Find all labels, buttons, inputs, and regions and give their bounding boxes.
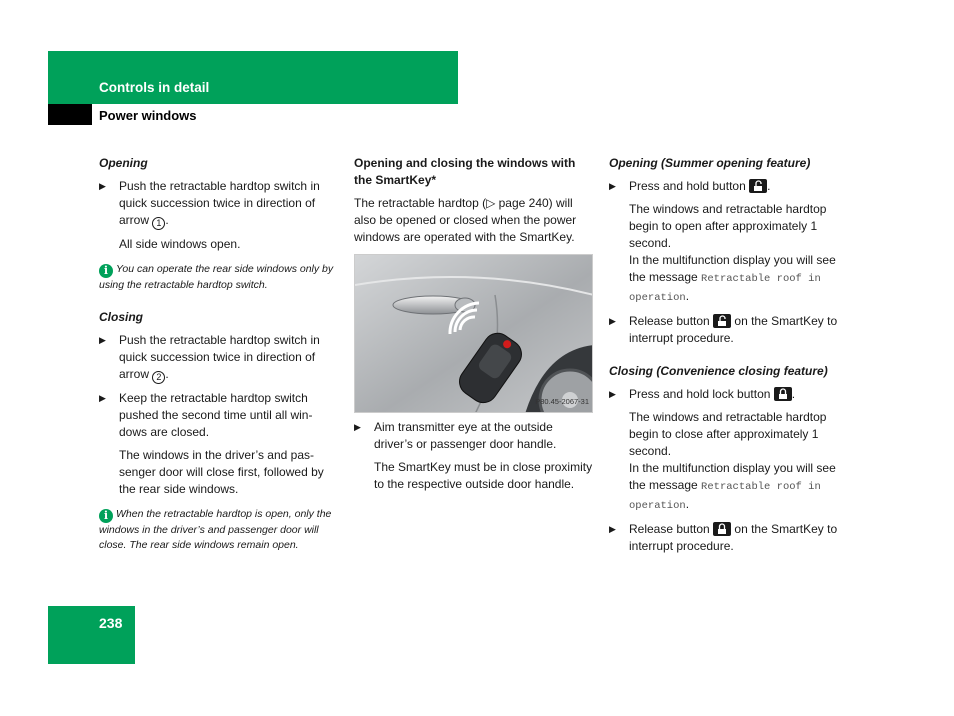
bullet-arrow-icon: ▶ <box>99 335 106 345</box>
list-item: ▶ Release button on the SmartKey to interrupt procedure. <box>609 314 838 345</box>
list-item: ▶ Push the retractable hardtop switch in quick succession twice in direction of arrow 1 . <box>99 179 320 228</box>
info-note: i When the retractable hardtop is open, only the windows in the driver’s and passenger door will close. The rear side windows remain open. <box>99 508 332 551</box>
list-item: ▶ Keep the retractable hardtop switch pushed the second time until all win-dows are closed. <box>99 391 313 439</box>
section-title: Controls in detail <box>99 80 210 95</box>
bullet-arrow-icon: ▶ <box>609 389 616 399</box>
info-note: i You can operate the rear side windows only by using the retractable hardtop switch. <box>99 263 334 291</box>
list-item: ▶ Aim transmitter eye at the outside driver’s or passenger door handle. <box>354 420 557 451</box>
bullet-arrow-icon: ▶ <box>99 181 106 191</box>
arrow-number-badge: 2 <box>152 371 165 384</box>
intro-text: The retractable hardtop (▷ page 240) will also be opened or closed when the power windows are operated with the SmartKey. <box>354 196 577 244</box>
lock-button-icon <box>774 387 792 401</box>
bullet-arrow-icon: ▶ <box>609 524 616 534</box>
column-right <box>609 155 849 555</box>
unlock-button-icon <box>713 314 731 328</box>
opening-heading: Opening <box>99 156 148 170</box>
smartkey-heading: Opening and closing the windows with the SmartKey* <box>354 156 576 187</box>
lock-button-icon <box>713 522 731 536</box>
smartkey-photo <box>354 254 593 413</box>
section-marker <box>48 104 92 125</box>
display-message: Retractable roof in operation <box>629 481 821 512</box>
column-left <box>99 155 337 553</box>
list-item: ▶ Press and hold button . <box>609 179 771 193</box>
header-bar <box>48 51 458 104</box>
display-message: Retractable roof in operation <box>629 273 821 304</box>
unlock-button-icon <box>749 179 767 193</box>
list-item: ▶ Release button on the SmartKey to interrupt procedure. <box>609 522 838 553</box>
info-text: The SmartKey must be in close proximity to the respective outside door handle. <box>374 460 593 491</box>
page-subtitle: Power windows <box>99 108 197 123</box>
result-text: The windows in the driver’s and pas-senger door will close first, followed by the rear side windows. <box>119 448 324 496</box>
convenience-closing-heading: Closing (Convenience closing feature) <box>609 364 828 378</box>
closing-heading: Closing <box>99 310 143 324</box>
result-text: All side windows open. <box>119 237 241 251</box>
info-icon: i <box>99 509 113 523</box>
car-door-illustration <box>355 255 593 413</box>
list-item: ▶ Push the retractable hardtop switch in quick succession twice in direction of arrow 2 . <box>99 333 320 382</box>
summer-opening-heading: Opening (Summer opening feature) <box>609 156 811 170</box>
arrow-number-badge: 1 <box>152 217 165 230</box>
bullet-arrow-icon: ▶ <box>609 316 616 326</box>
page-number: 238 <box>99 615 123 631</box>
info-text: The windows and retractable hardtop begin to open after approximately 1 second. In the multifunction display you will see the message Retractable roof in operation. <box>629 202 836 304</box>
bullet-arrow-icon: ▶ <box>354 422 361 432</box>
bullet-arrow-icon: ▶ <box>99 393 106 403</box>
photo-code: P80.45-2067-31 <box>535 397 589 406</box>
list-item: ▶ Press and hold lock button . <box>609 387 796 401</box>
column-middle <box>354 155 594 493</box>
info-text: The windows and retractable hardtop begin to close after approximately 1 second. In the multifunction display you will see the message Retractable roof in operation. <box>629 410 836 512</box>
info-icon: i <box>99 264 113 278</box>
bullet-arrow-icon: ▶ <box>609 181 616 191</box>
